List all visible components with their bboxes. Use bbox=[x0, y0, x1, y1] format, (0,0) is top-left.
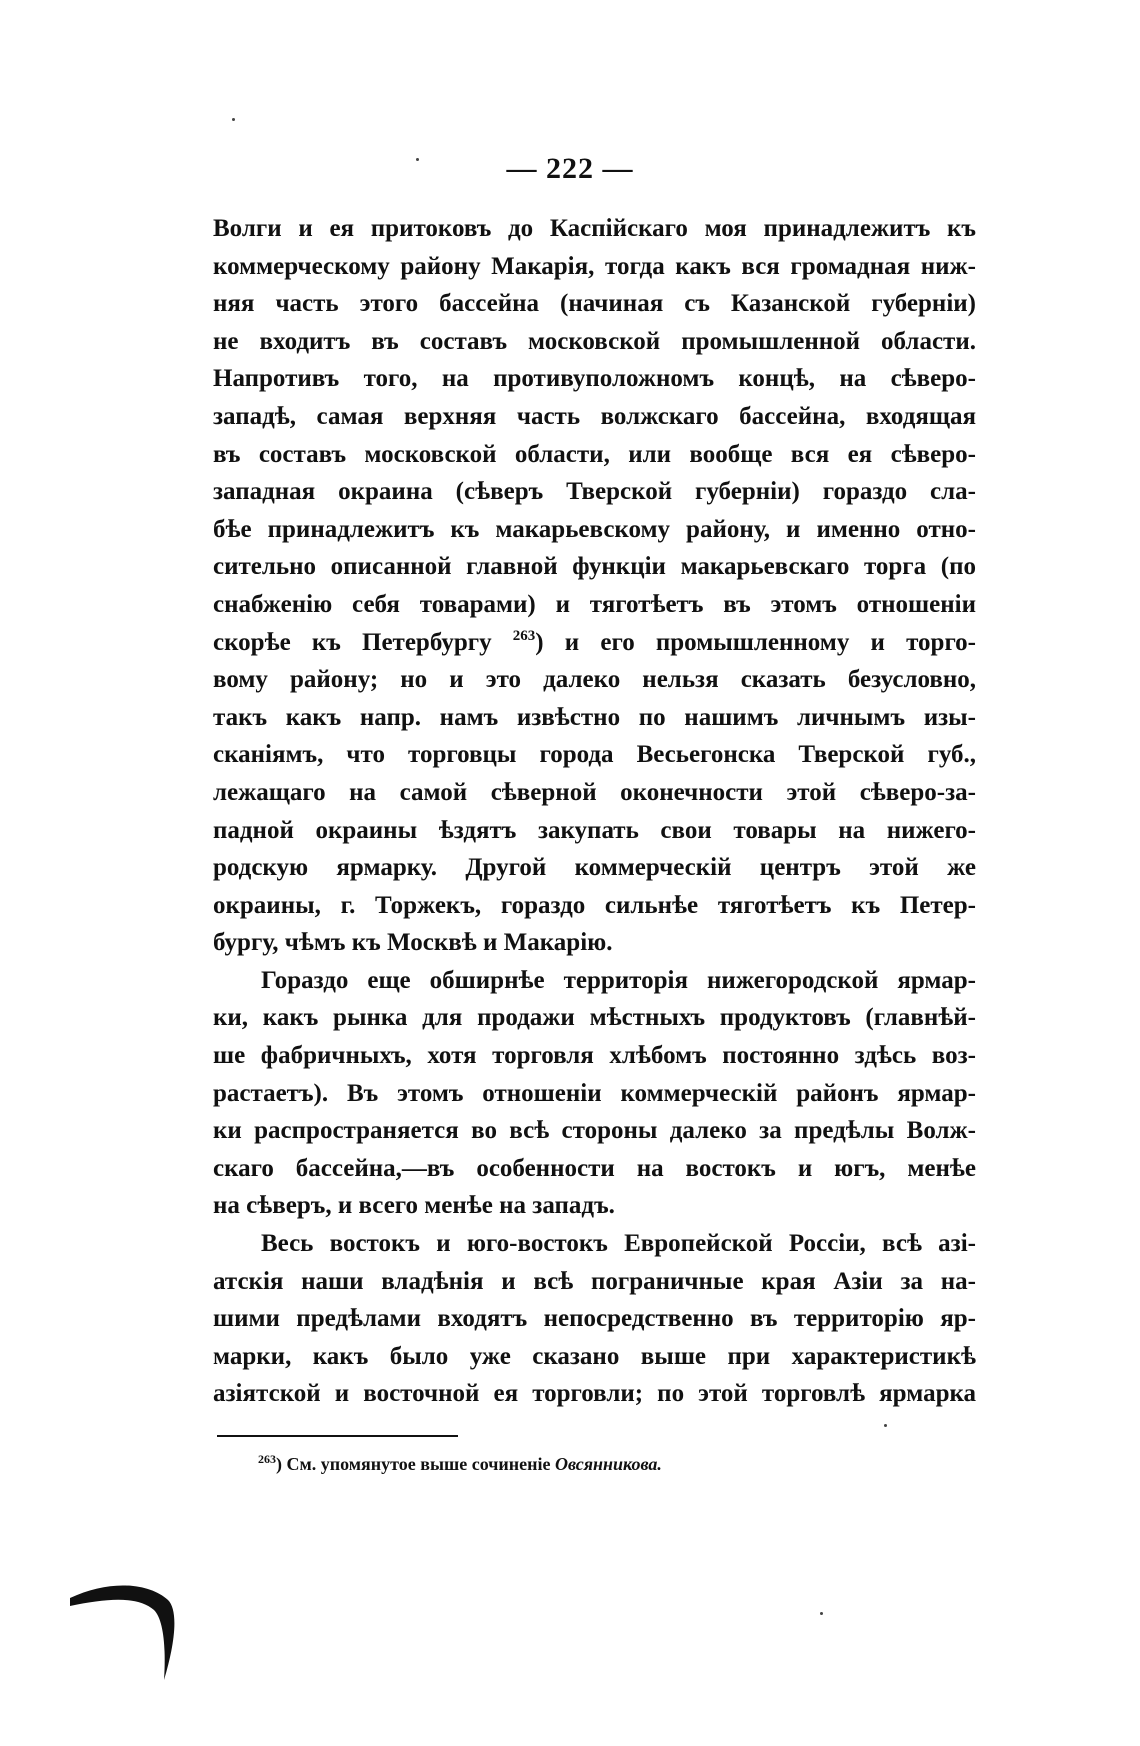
text-line: на сѣверъ, и всего менѣе на западъ. bbox=[213, 1192, 615, 1220]
footnote-marker: 263 bbox=[258, 1452, 276, 1466]
text-line: сительно описанной главной функціи макарьевскаго торга (по bbox=[213, 553, 976, 581]
text-line: родскую ярмарку. Другой коммерческій центръ этой же bbox=[213, 854, 976, 882]
text-line: бургу, чѣмъ къ Москвѣ и Макарію. bbox=[213, 929, 613, 957]
text-line: скаго бассейна,—въ особенности на востокъ и югъ, менѣе bbox=[213, 1154, 976, 1182]
footnote-author: Овсянникова. bbox=[554, 1454, 662, 1474]
page-number: — 222 — bbox=[506, 152, 634, 185]
text-line: бѣе принадлежитъ къ макарьевскому району, и именно отно- bbox=[213, 515, 976, 543]
body-text bbox=[213, 210, 976, 1413]
text-line: снабженію себя товарами) и тяготѣетъ въ этомъ отношеніи bbox=[213, 590, 976, 618]
text-line: Гораздо еще обширнѣе территорія нижегородской ярмар- bbox=[261, 966, 976, 994]
text-line: падной окраины ѣздятъ закупать свои товары на нижего- bbox=[213, 816, 976, 844]
text-line: вому району; но и это далеко нельзя сказать безусловно, bbox=[213, 666, 976, 694]
scan-speck bbox=[232, 118, 235, 121]
text-line: няя часть этого бассейна (начиная съ Казанской губерніи) bbox=[213, 290, 976, 318]
text-line: Весь востокъ и юго-востокъ Европейской Россіи, всѣ азі- bbox=[261, 1230, 976, 1258]
text-line: азіятской и восточной ея торговли; по этой торговлѣ ярмарка bbox=[213, 1380, 976, 1408]
text-line: ше фабричныхъ, хотя торговля хлѣбомъ постоянно здѣсь воз- bbox=[213, 1042, 976, 1070]
text-line: ки распространяется во всѣ стороны далеко за предѣлы Волж- bbox=[213, 1117, 976, 1145]
text-line: Волги и ея притоковъ до Каспійскаго моя принадлежитъ къ bbox=[213, 215, 976, 242]
paragraph-2 bbox=[213, 962, 976, 1225]
text-line: марки, какъ было уже сказано выше при характеристикѣ bbox=[213, 1342, 976, 1370]
text-line: въ составъ московской области, или вообще вся ея сѣверо- bbox=[213, 440, 976, 468]
text-line: ки, какъ рынка для продажи мѣстныхъ продуктовъ (главнѣй- bbox=[213, 1004, 976, 1032]
footnote-divider bbox=[217, 1435, 458, 1437]
footnote bbox=[258, 1452, 662, 1475]
paragraph-3 bbox=[213, 1225, 976, 1413]
text-line: сканіямъ, что торговцы города Весьегонска Тверской губ., bbox=[213, 741, 976, 769]
text-line: растаетъ). Въ этомъ отношеніи коммерческій районъ ярмар- bbox=[213, 1079, 976, 1107]
text-line: западная окраина (сѣверъ Тверской губерніи) гораздо сла- bbox=[213, 478, 976, 506]
footnote-text: ) См. упомянутое выше сочиненіе bbox=[276, 1454, 555, 1474]
text-line: такъ какъ напр. намъ извѣстно по нашимъ личнымъ изы- bbox=[213, 703, 976, 731]
scan-speck bbox=[884, 1424, 887, 1427]
text-line: лежащаго на самой сѣверной оконечности этой сѣверо-за- bbox=[213, 778, 976, 806]
scan-speck bbox=[820, 1612, 823, 1615]
text-line: западѣ, самая верхняя часть волжскаго бассейна, входящая bbox=[213, 402, 976, 430]
footnote-reference[interactable]: 263 bbox=[512, 627, 536, 644]
text-line: шими предѣлами входятъ непосредственно въ территорію яр- bbox=[213, 1305, 976, 1333]
binding-mark-icon bbox=[68, 1570, 188, 1690]
scan-speck bbox=[416, 158, 419, 161]
text-line: не входитъ въ составъ московской промышленной области. bbox=[213, 327, 976, 355]
text-fragment: скорѣе къ Петербургу bbox=[213, 628, 513, 656]
text-fragment: ) и его промышленному и торго- bbox=[535, 628, 976, 656]
text-line-with-footnote-ref bbox=[213, 624, 976, 662]
text-line: окраины, г. Торжекъ, гораздо сильнѣе тяготѣетъ къ Петер- bbox=[213, 891, 976, 919]
text-line: атскія наши владѣнія и всѣ пограничные края Азіи за на- bbox=[213, 1267, 976, 1295]
text-line: Напротивъ того, на противуположномъ концѣ, на сѣверо- bbox=[213, 365, 976, 393]
text-line: коммерческому району Макарія, тогда какъ вся громадная ниж- bbox=[213, 252, 976, 280]
paragraph-1 bbox=[213, 210, 976, 962]
